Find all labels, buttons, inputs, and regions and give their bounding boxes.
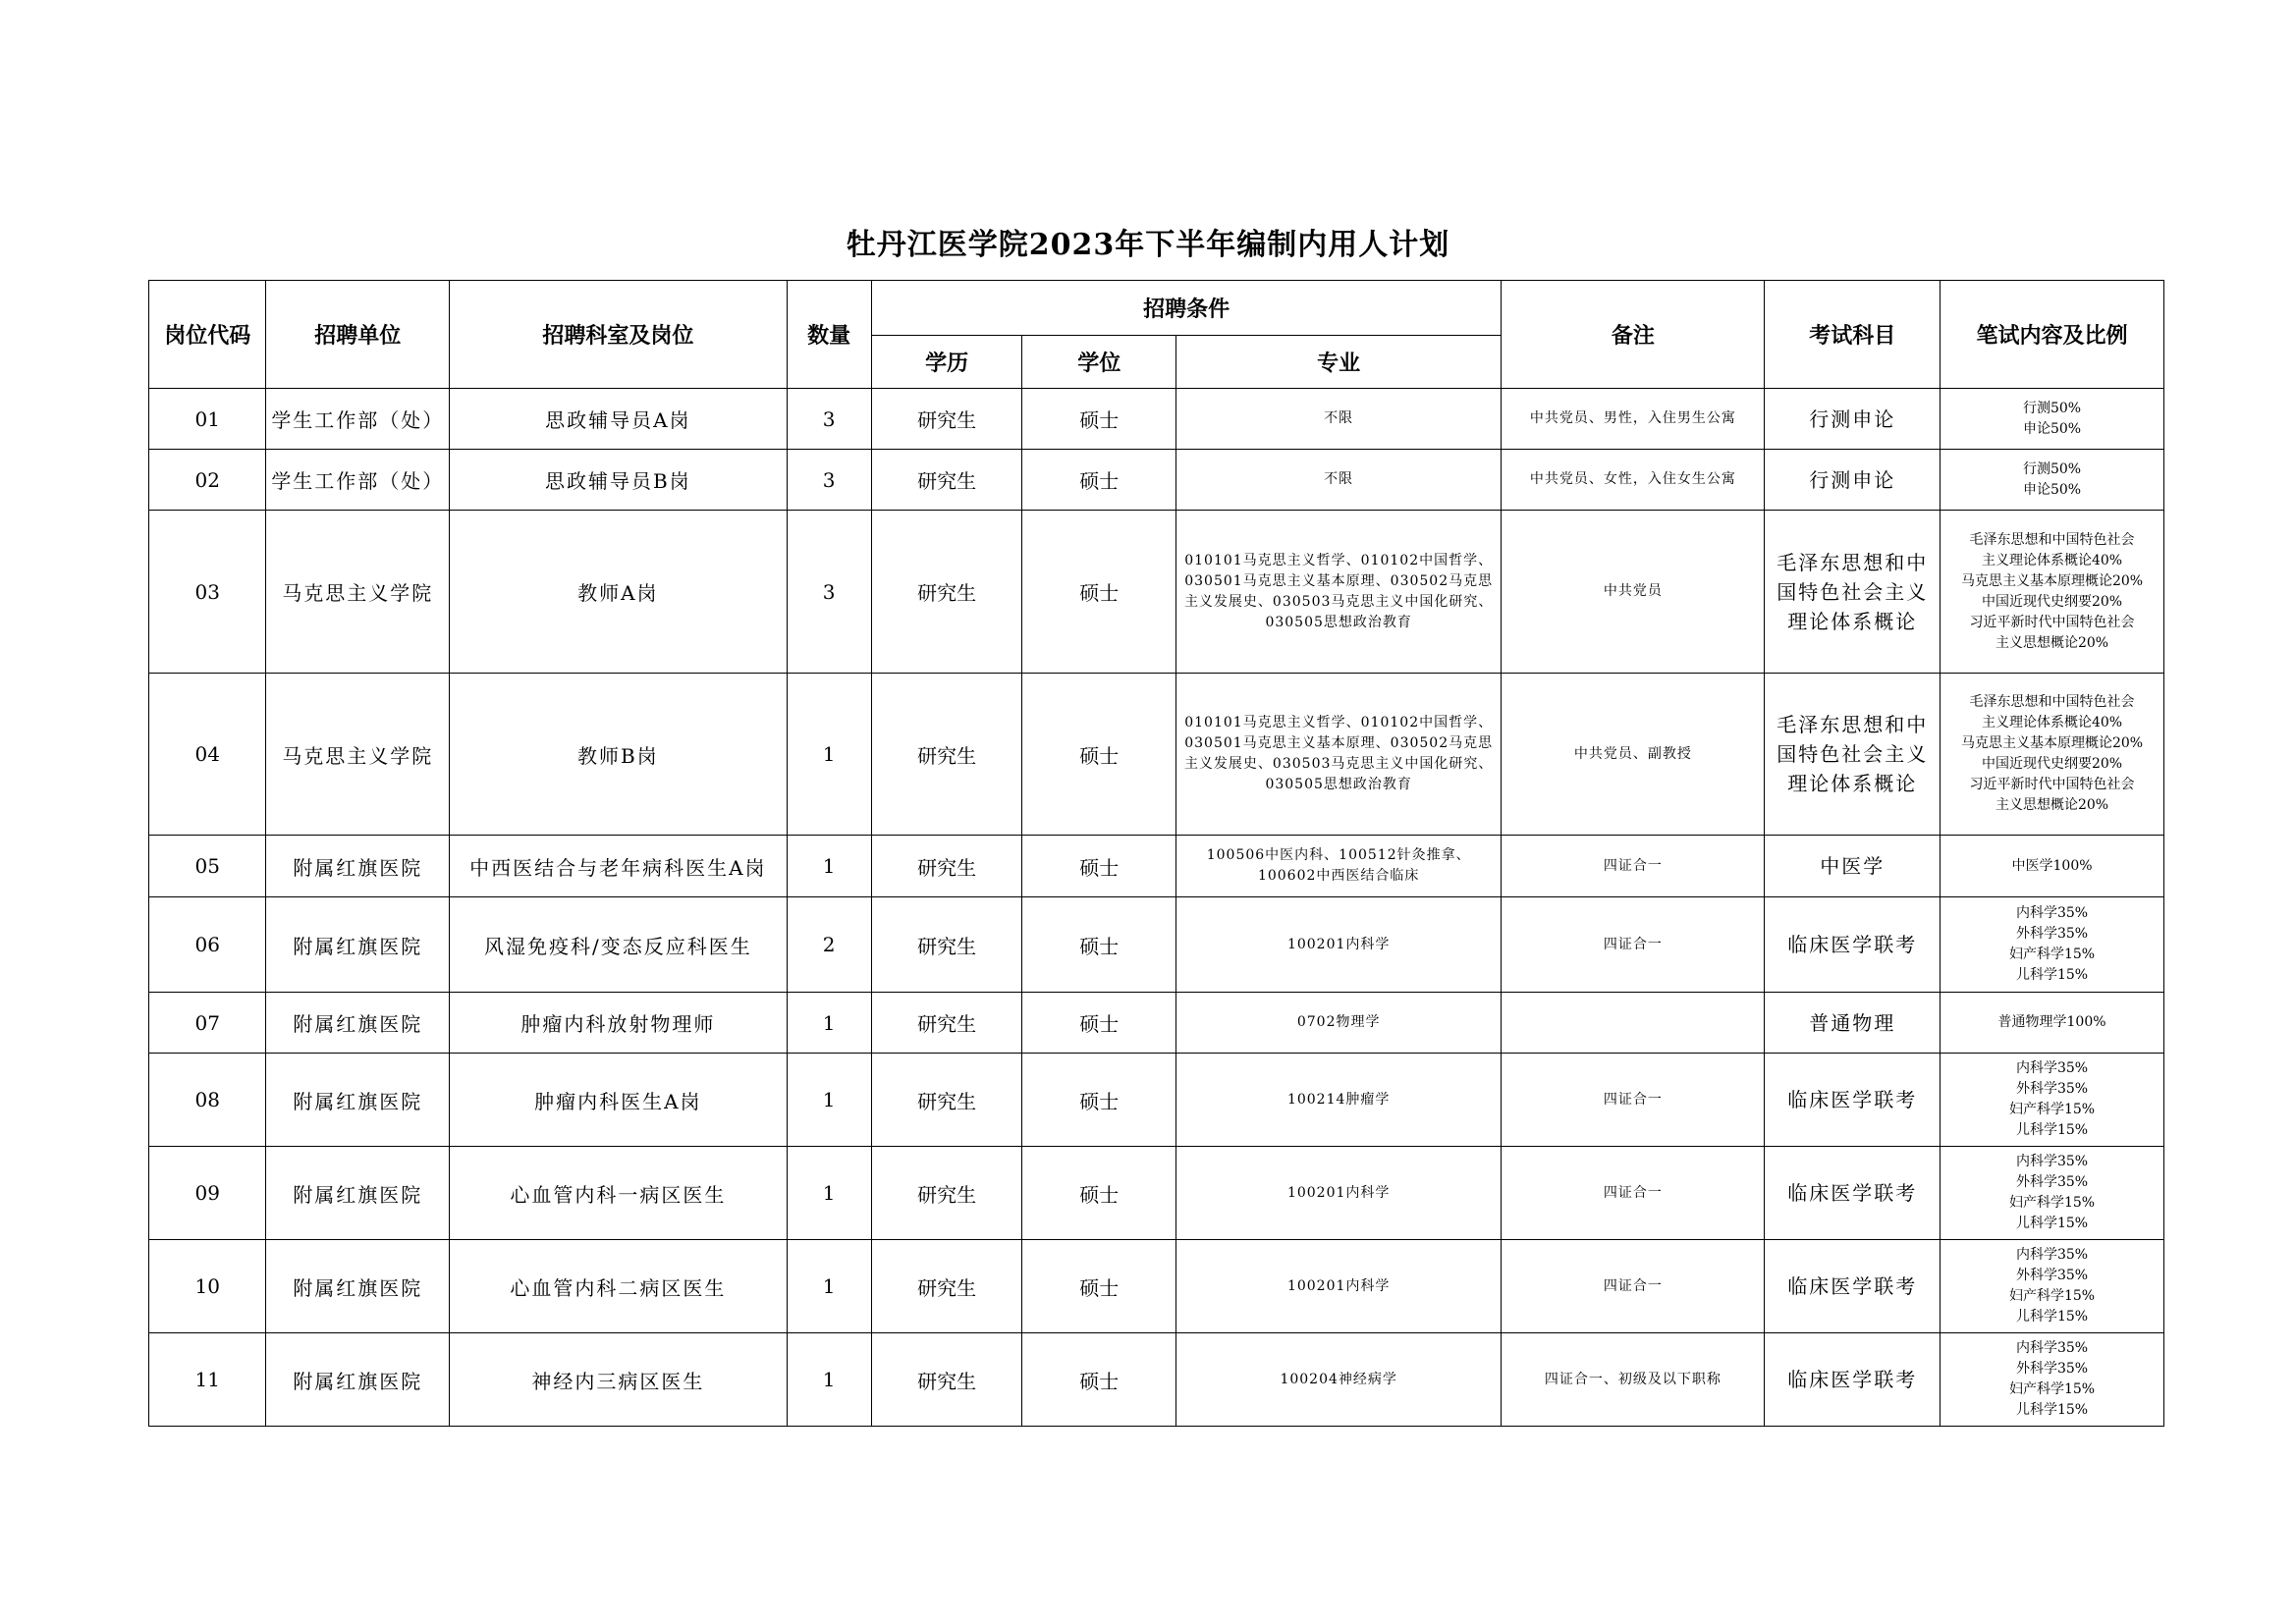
cell-subject: 毛泽东思想和中国特色社会主义理论体系概论 [1765,511,1941,674]
cell-note: 四证合一 [1502,897,1765,993]
cell-post: 神经内三病区医生 [450,1333,787,1427]
cell-degree: 硕士 [1022,389,1176,450]
cell-content [1941,897,2164,993]
header-degree: 学位 [1022,336,1176,389]
cell-education: 研究生 [871,897,1022,993]
cell-major: 100214肿瘤学 [1176,1054,1502,1147]
cell-degree: 硕士 [1022,1240,1176,1333]
cell-code: 05 [149,836,266,897]
cell-degree: 硕士 [1022,511,1176,674]
cell-major: 不限 [1176,389,1502,450]
cell-count: 2 [787,897,871,993]
cell-subject: 普通物理 [1765,993,1941,1054]
content-line: 普通物理学100% [1997,1014,2106,1030]
cell-content [1941,836,2164,897]
cell-code: 10 [149,1240,266,1333]
cell-subject: 临床医学联考 [1765,1054,1941,1147]
content-line: 毛泽东思想和中国特色社会 [1969,531,2135,548]
content-line: 中医学100% [2011,857,2093,874]
content-line: 马克思主义基本原理概论20% [1960,735,2144,751]
cell-content [1941,1240,2164,1333]
cell-unit: 马克思主义学院 [266,511,450,674]
content-line: 习近平新时代中国特色社会 [1969,614,2135,630]
cell-degree: 硕士 [1022,836,1176,897]
cell-subject: 行测申论 [1765,450,1941,511]
cell-note: 四证合一 [1502,1147,1765,1240]
cell-degree: 硕士 [1022,674,1176,836]
cell-content [1941,1333,2164,1427]
cell-major: 100506中医内科、100512针灸推拿、100602中西医结合临床 [1176,836,1502,897]
cell-education: 研究生 [871,993,1022,1054]
cell-content [1941,511,2164,674]
header-note: 备注 [1502,281,1765,389]
cell-post: 思政辅导员A岗 [450,389,787,450]
cell-code: 08 [149,1054,266,1147]
content-line: 妇产科学15% [2008,1195,2096,1211]
content-line: 内科学35% [2015,1154,2089,1169]
header-subject: 考试科目 [1765,281,1941,389]
cell-count: 1 [787,1333,871,1427]
cell-count: 1 [787,674,871,836]
cell-code: 01 [149,389,266,450]
cell-unit: 附属红旗医院 [266,1333,450,1427]
cell-content [1941,674,2164,836]
cell-education: 研究生 [871,1333,1022,1427]
cell-content [1941,450,2164,511]
header-major: 专业 [1176,336,1502,389]
cell-code: 11 [149,1333,266,1427]
cell-content [1941,1147,2164,1240]
cell-note: 中共党员、男性，入住男生公寓 [1502,389,1765,450]
content-line: 毛泽东思想和中国特色社会 [1969,694,2135,710]
cell-note: 四证合一 [1502,836,1765,897]
header-code: 岗位代码 [149,281,266,389]
content-line: 申论50% [2022,420,2082,437]
content-line: 妇产科学15% [2008,1381,2096,1397]
content-line: 外科学35% [2015,1174,2089,1190]
cell-count: 1 [787,1147,871,1240]
header-content: 笔试内容及比例 [1941,281,2164,389]
table-row [149,897,2164,993]
cell-count: 1 [787,1054,871,1147]
content-line: 内科学35% [2015,1340,2089,1356]
cell-content [1941,389,2164,450]
cell-unit: 学生工作部（处） [266,450,450,511]
header-education: 学历 [871,336,1022,389]
cell-code: 03 [149,511,266,674]
cell-content [1941,993,2164,1054]
content-line: 行测50% [2022,460,2082,477]
content-line: 中国近现代史纲要20% [1981,593,2123,610]
content-line: 马克思主义基本原理概论20% [1960,572,2144,589]
cell-unit: 学生工作部（处） [266,389,450,450]
table-row [149,1147,2164,1240]
content-line: 申论50% [2022,481,2082,498]
cell-education: 研究生 [871,511,1022,674]
cell-note [1502,993,1765,1054]
content-line: 外科学35% [2015,1268,2089,1283]
recruitment-plan-table [148,280,2164,1427]
cell-education: 研究生 [871,1054,1022,1147]
table-row [149,674,2164,836]
header-post: 招聘科室及岗位 [450,281,787,389]
cell-count: 1 [787,836,871,897]
cell-note: 中共党员、女性，入住女生公寓 [1502,450,1765,511]
cell-education: 研究生 [871,450,1022,511]
header-unit: 招聘单位 [266,281,450,389]
content-line: 儿科学15% [2015,1122,2089,1138]
cell-post: 中西医结合与老年病科医生A岗 [450,836,787,897]
cell-post: 教师B岗 [450,674,787,836]
content-line: 主义理论体系概论40% [1981,715,2123,730]
cell-count: 3 [787,511,871,674]
cell-unit: 附属红旗医院 [266,1240,450,1333]
cell-major: 010101马克思主义哲学、010102中国哲学、030501马克思主义基本原理、030502马克思主义发展史、030503马克思主义中国化研究、030505思想政治教育 [1176,674,1502,836]
content-line: 儿科学15% [2015,1402,2089,1418]
cell-education: 研究生 [871,1147,1022,1240]
content-line: 妇产科学15% [2008,1288,2096,1304]
cell-code: 09 [149,1147,266,1240]
cell-count: 3 [787,450,871,511]
cell-education: 研究生 [871,674,1022,836]
content-line: 主义理论体系概论40% [1981,552,2123,568]
cell-subject: 临床医学联考 [1765,1147,1941,1240]
cell-major: 100201内科学 [1176,897,1502,993]
cell-code: 02 [149,450,266,511]
cell-major: 100201内科学 [1176,1147,1502,1240]
content-line: 行测50% [2022,400,2082,416]
cell-post: 肿瘤内科放射物理师 [450,993,787,1054]
cell-code: 04 [149,674,266,836]
content-line: 儿科学15% [2015,967,2089,983]
cell-count: 1 [787,993,871,1054]
cell-unit: 附属红旗医院 [266,836,450,897]
cell-note: 四证合一 [1502,1240,1765,1333]
content-line: 习近平新时代中国特色社会 [1969,777,2135,792]
cell-degree: 硕士 [1022,450,1176,511]
cell-count: 1 [787,1240,871,1333]
cell-note: 四证合一、初级及以下职称 [1502,1333,1765,1427]
table-body [149,389,2164,1427]
cell-unit: 附属红旗医院 [266,897,450,993]
content-line: 内科学35% [2015,1060,2089,1076]
content-line: 妇产科学15% [2008,947,2096,962]
cell-subject: 中医学 [1765,836,1941,897]
cell-post: 心血管内科一病区医生 [450,1147,787,1240]
cell-subject: 临床医学联考 [1765,1240,1941,1333]
table-row [149,1333,2164,1427]
cell-major: 100201内科学 [1176,1240,1502,1333]
cell-count: 3 [787,389,871,450]
cell-content [1941,1054,2164,1147]
cell-code: 07 [149,993,266,1054]
content-line: 外科学35% [2015,926,2089,942]
cell-post: 心血管内科二病区医生 [450,1240,787,1333]
cell-degree: 硕士 [1022,1333,1176,1427]
cell-major: 100204神经病学 [1176,1333,1502,1427]
cell-unit: 附属红旗医院 [266,993,450,1054]
content-line: 主义思想概论20% [1995,634,2109,651]
cell-post: 肿瘤内科医生A岗 [450,1054,787,1147]
cell-degree: 硕士 [1022,1147,1176,1240]
cell-post: 教师A岗 [450,511,787,674]
cell-post: 思政辅导员B岗 [450,450,787,511]
cell-unit: 附属红旗医院 [266,1054,450,1147]
cell-unit: 附属红旗医院 [266,1147,450,1240]
table-row [149,993,2164,1054]
content-line: 外科学35% [2015,1361,2089,1377]
cell-education: 研究生 [871,836,1022,897]
content-line: 外科学35% [2015,1081,2089,1097]
cell-degree: 硕士 [1022,1054,1176,1147]
cell-education: 研究生 [871,389,1022,450]
content-line: 妇产科学15% [2008,1102,2096,1117]
cell-major: 0702物理学 [1176,993,1502,1054]
table-row [149,836,2164,897]
document-title: 牡丹江医学院2023年下半年编制内用人计划 [846,228,1450,262]
cell-subject: 临床医学联考 [1765,1333,1941,1427]
cell-post: 风湿免疫科/变态反应科医生 [450,897,787,993]
cell-degree: 硕士 [1022,897,1176,993]
cell-major: 010101马克思主义哲学、010102中国哲学、030501马克思主义基本原理、030502马克思主义发展史、030503马克思主义中国化研究、030505思想政治教育 [1176,511,1502,674]
table-row [149,1240,2164,1333]
cell-unit: 马克思主义学院 [266,674,450,836]
content-line: 儿科学15% [2015,1216,2089,1231]
header-count: 数量 [787,281,871,389]
header-conditions: 招聘条件 [871,281,1502,336]
content-line: 儿科学15% [2015,1309,2089,1325]
cell-note: 中共党员 [1502,511,1765,674]
table-row [149,1054,2164,1147]
table-row [149,511,2164,674]
content-line: 中国近现代史纲要20% [1981,756,2123,772]
cell-education: 研究生 [871,1240,1022,1333]
cell-subject: 毛泽东思想和中国特色社会主义理论体系概论 [1765,674,1941,836]
cell-degree: 硕士 [1022,993,1176,1054]
cell-subject: 行测申论 [1765,389,1941,450]
cell-major: 不限 [1176,450,1502,511]
content-line: 内科学35% [2015,905,2089,921]
table-row [149,389,2164,450]
cell-code: 06 [149,897,266,993]
cell-note: 中共党员、副教授 [1502,674,1765,836]
content-line: 主义思想概论20% [1995,797,2109,813]
cell-note: 四证合一 [1502,1054,1765,1147]
table-row [149,450,2164,511]
cell-subject: 临床医学联考 [1765,897,1941,993]
content-line: 内科学35% [2015,1247,2089,1263]
